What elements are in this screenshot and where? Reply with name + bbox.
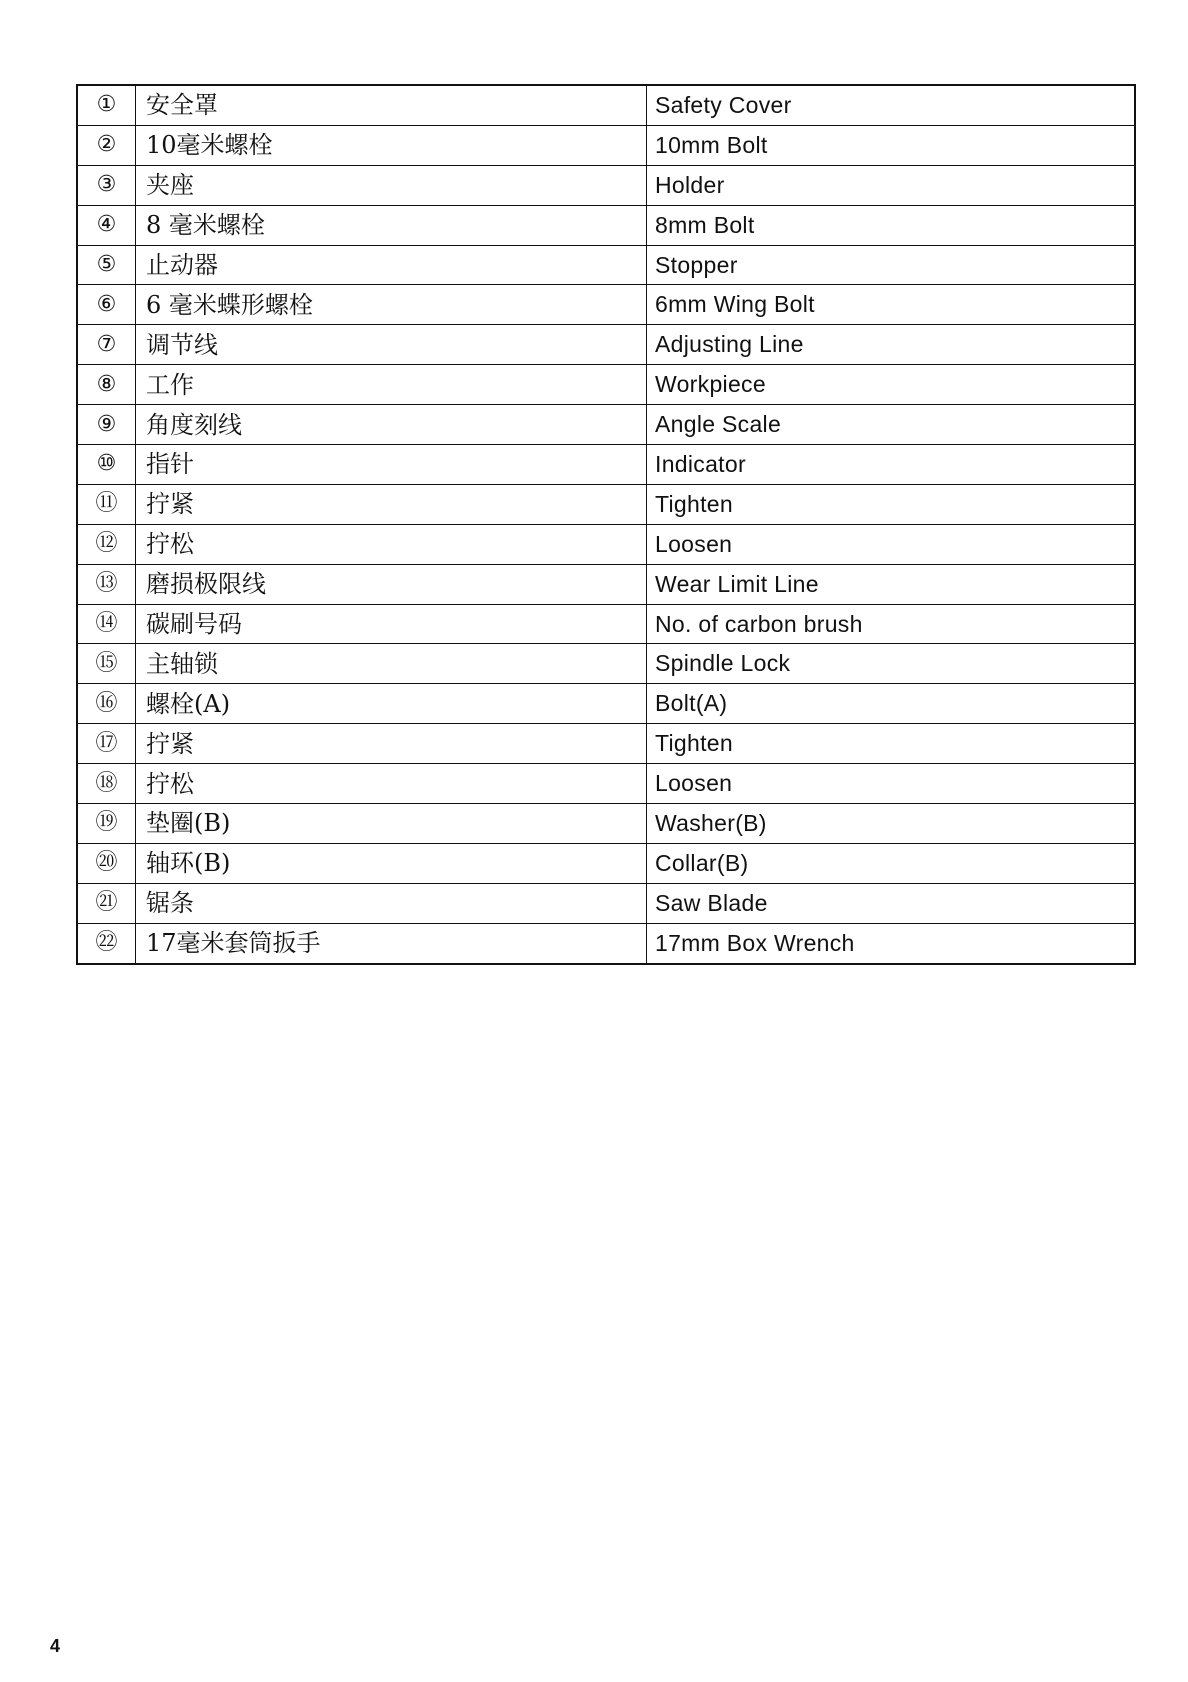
part-name-english: Washer(B) (647, 804, 1136, 844)
part-number: ⑨ (77, 405, 136, 445)
page-number: 4 (50, 1636, 61, 1656)
part-number: ⑪ (77, 484, 136, 524)
part-name-english: Bolt(A) (647, 684, 1136, 724)
part-name-chinese: 角度刻线 (136, 405, 647, 445)
part-number: ⑯ (77, 684, 136, 724)
part-name-english: No. of carbon brush (647, 604, 1136, 644)
part-number: ⑬ (77, 564, 136, 604)
table-row (77, 125, 1135, 165)
part-name-english: Safety Cover (647, 85, 1136, 125)
table-row (77, 165, 1135, 205)
table-row (77, 365, 1135, 405)
part-number: ⑮ (77, 644, 136, 684)
part-name-chinese: 夹座 (136, 165, 647, 205)
part-name-chinese: 拧松 (136, 524, 647, 564)
part-number: ⑰ (77, 724, 136, 764)
part-name-english: 6mm Wing Bolt (647, 285, 1136, 325)
part-number: ㉒ (77, 923, 136, 963)
part-number: ㉑ (77, 883, 136, 923)
part-name-chinese: 拧紧 (136, 484, 647, 524)
part-name-english: Loosen (647, 524, 1136, 564)
part-number: ⑦ (77, 325, 136, 365)
part-number: ① (77, 85, 136, 125)
part-name-english: Wear Limit Line (647, 564, 1136, 604)
part-name-english: Tighten (647, 484, 1136, 524)
table-row (77, 205, 1135, 245)
part-number: ③ (77, 165, 136, 205)
table-row (77, 724, 1135, 764)
part-name-chinese: 8 毫米螺栓 (136, 205, 647, 245)
part-name-english: Holder (647, 165, 1136, 205)
part-number: ⑳ (77, 843, 136, 883)
part-name-english: Workpiece (647, 365, 1136, 405)
part-number: ⑲ (77, 804, 136, 844)
part-name-chinese: 锯条 (136, 883, 647, 923)
part-name-chinese: 主轴锁 (136, 644, 647, 684)
table-row (77, 85, 1135, 125)
table-row (77, 285, 1135, 325)
part-name-chinese: 碳刷号码 (136, 604, 647, 644)
part-name-english: Saw Blade (647, 883, 1136, 923)
table-row (77, 644, 1135, 684)
part-name-chinese: 工作 (136, 365, 647, 405)
part-name-chinese: 拧紧 (136, 724, 647, 764)
table-row (77, 325, 1135, 365)
part-number: ⑧ (77, 365, 136, 405)
table-row (77, 405, 1135, 445)
part-name-chinese: 垫圈(B) (136, 804, 647, 844)
part-name-english: 10mm Bolt (647, 125, 1136, 165)
table-row (77, 764, 1135, 804)
part-name-chinese: 拧松 (136, 764, 647, 804)
part-name-english: Adjusting Line (647, 325, 1136, 365)
part-name-chinese: 调节线 (136, 325, 647, 365)
part-name-chinese: 安全罩 (136, 85, 647, 125)
part-number: ⑩ (77, 445, 136, 485)
part-number: ⑤ (77, 245, 136, 285)
part-name-english: Indicator (647, 445, 1136, 485)
table-row (77, 604, 1135, 644)
table-row (77, 804, 1135, 844)
part-name-chinese: 螺栓(A) (136, 684, 647, 724)
part-name-chinese: 17毫米套筒扳手 (136, 923, 647, 963)
part-name-chinese: 轴环(B) (136, 843, 647, 883)
table-row (77, 484, 1135, 524)
part-name-chinese: 磨损极限线 (136, 564, 647, 604)
table-row (77, 883, 1135, 923)
part-name-english: 8mm Bolt (647, 205, 1136, 245)
table-row (77, 843, 1135, 883)
part-name-english: Tighten (647, 724, 1136, 764)
part-number: ⑫ (77, 524, 136, 564)
table-row (77, 564, 1135, 604)
part-name-english: Stopper (647, 245, 1136, 285)
table-row (77, 445, 1135, 485)
part-name-english: 17mm Box Wrench (647, 923, 1136, 963)
part-name-english: Spindle Lock (647, 644, 1136, 684)
part-number: ② (77, 125, 136, 165)
part-name-english: Collar(B) (647, 843, 1136, 883)
part-number: ⑥ (77, 285, 136, 325)
table-row (77, 923, 1135, 963)
parts-table-body (77, 85, 1135, 964)
part-name-chinese: 止动器 (136, 245, 647, 285)
part-number: ⑱ (77, 764, 136, 804)
table-row (77, 524, 1135, 564)
table-row (77, 684, 1135, 724)
part-name-english: Loosen (647, 764, 1136, 804)
part-number: ④ (77, 205, 136, 245)
part-name-chinese: 6 毫米蝶形螺栓 (136, 285, 647, 325)
parts-table (76, 84, 1136, 965)
part-name-english: Angle Scale (647, 405, 1136, 445)
part-name-chinese: 指针 (136, 445, 647, 485)
table-row (77, 245, 1135, 285)
part-number: ⑭ (77, 604, 136, 644)
part-name-chinese: 10毫米螺栓 (136, 125, 647, 165)
